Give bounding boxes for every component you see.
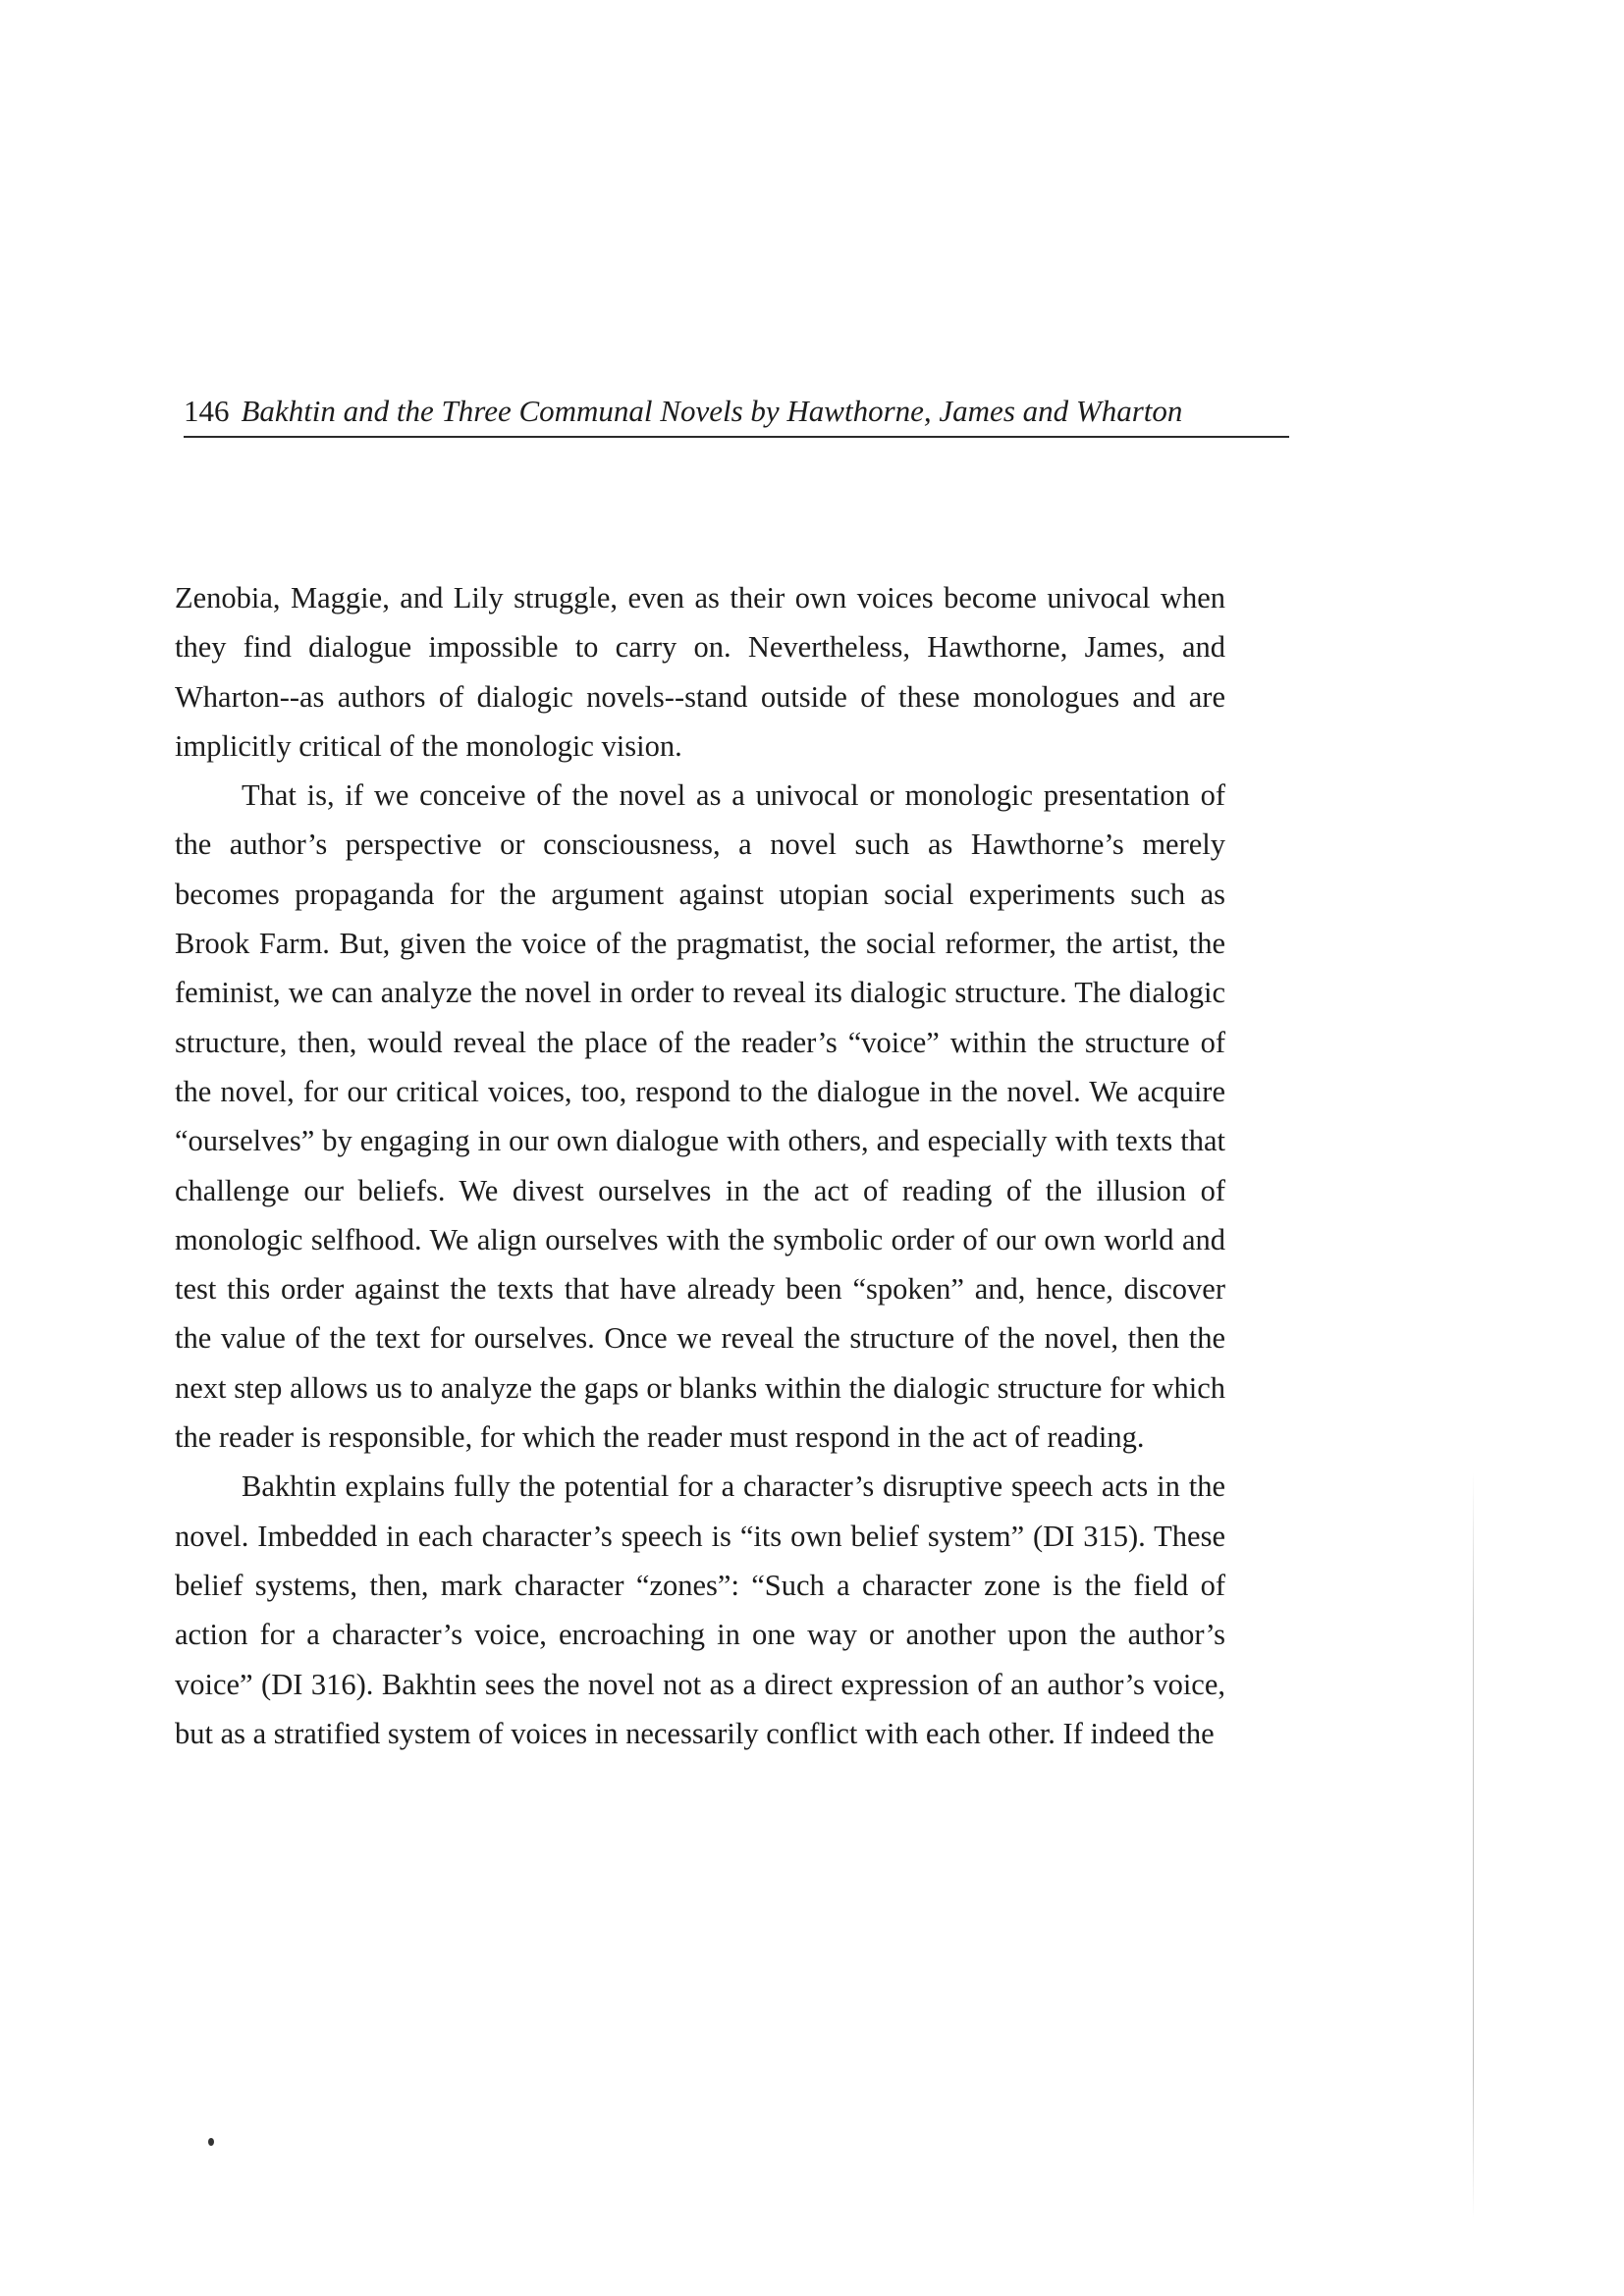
running-header [184, 393, 1289, 438]
paragraph: Bakhtin explains fully the potential for a character’s disruptive speech acts in the novel. Imbedded in each character’s speech is “its own belief system” (DI 315). These belief systems, then, mark character “zones”: “Such a character zone is the field of action for a character’s voice, encroaching in one way or another upon the author’s voice” (DI 316). Bakhtin sees the novel not as a direct expression of an author’s voice, but as a stratified system of voices in necessarily conflict with each other. If indeed the [175, 1469, 1225, 1750]
body-text [175, 573, 1225, 1758]
scan-edge-line [1473, 1472, 1474, 2218]
scan-speck [208, 2138, 214, 2146]
paragraph: That is, if we conceive of the novel as a univocal or monologic presentation of the author’s perspective or consciousness, a novel such as Hawthorne’s merely becomes propaganda for the argument against utopian social experiments such as Brook Farm. But, given the voice of the pragmatist, the social reformer, the artist, the feminist, we can analyze the novel in order to reveal its dialogic structure. The dialogic structure, then, would reveal the place of the reader’s “voice” within the structure of the novel, for our critical voices, too, respond to the dialogue in the novel. We acquire “ourselves” by engaging in our own dialogue with others, and especially with texts that challenge our beliefs. We divest ourselves in the act of reading of the illusion of monologic selfhood. We align ourselves with the symbolic order of our own world and test this order against the texts that have already been “spoken” and, hence, discover the value of the text for ourselves. Once we reveal the structure of the novel, then the next step allows us to analyze the gaps or blanks within the dialogic structure for which the reader is responsible, for which the reader must respond in the act of reading. [175, 778, 1225, 1455]
paragraph: Zenobia, Maggie, and Lily struggle, even as their own voices become univocal when they find dialogue impossible to carry on. Nevertheless, Hawthorne, James, and Wharton--as authors of dialogic novels--stand outside of these monologues and are implicitly critical of the monologic vision. [175, 581, 1225, 763]
page-number: 146 [184, 394, 230, 428]
running-title: Bakhtin and the Three Communal Novels by Hawthorne, James and Wharton [241, 394, 1183, 428]
